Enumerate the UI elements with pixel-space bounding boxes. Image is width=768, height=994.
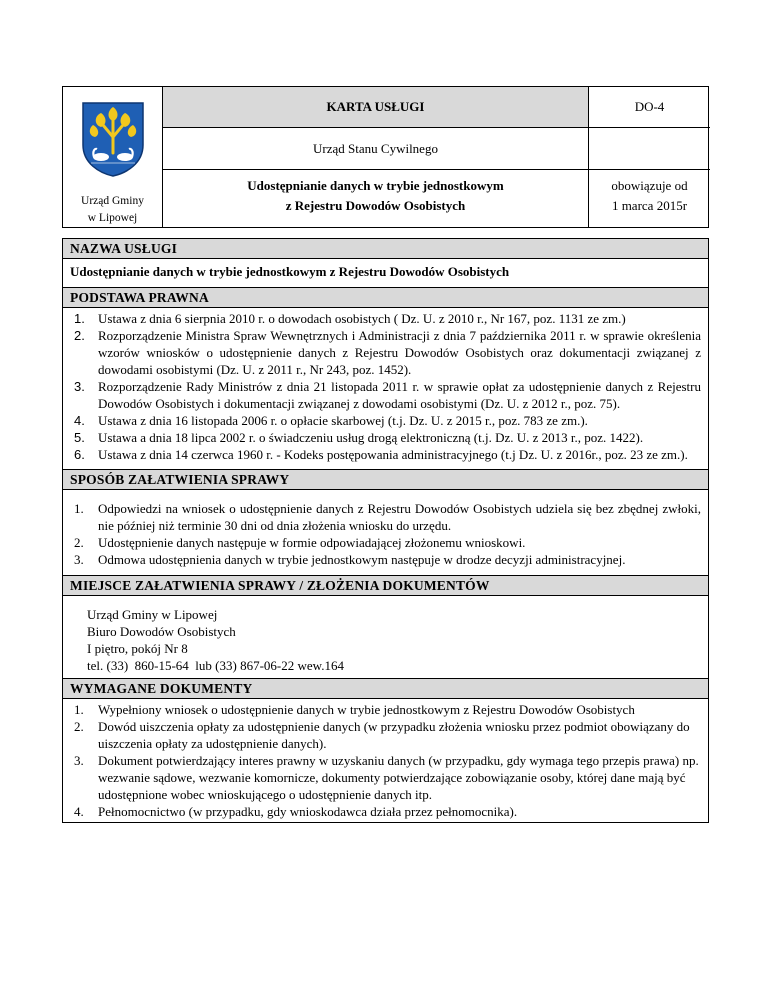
list-item: 3. Odmowa udostępnienia danych w trybie jednostkowym następuje w drodze decyzji administracyjnej. (74, 552, 626, 567)
list-item: 2. Rozporządzenie Ministra Spraw Wewnętrznych i Administracji z dnia 7 października 2011 r. w sprawie określenia wzorów wniosków o udostępnienie danych z Rejestru Dowodów Osobistych oraz dokumentacji związanej z dowodami osobistymi (Dz. U. z 2011 r., Nr 243, poz. 1452). (74, 328, 701, 377)
office-name (81, 193, 144, 227)
legal-basis-list (70, 310, 701, 463)
list-item: 4. Pełnomocnictwo (w przypadku, gdy wnioskodawca działa przez pełnomocnika). (74, 804, 518, 819)
address-line: Urząd Gminy w Lipowej (87, 607, 218, 622)
section-title: MIEJSCE ZAŁATWIENIA SPRAWY / ZŁOŻENIA DOKUMENTÓW (63, 576, 708, 596)
list-item: 4. Ustawa z dnia 16 listopada 2006 r. o opłacie skarbowej (t.j. Dz. U. z 2015 r., poz. 783 ze zm.). (74, 413, 588, 428)
list-item: 1. Odpowiedzi na wniosek o udostępnienie danych z Rejestru Dowodów Osobistych udziela się bez zbędnej zwłoki, nie później niż terminie 30 dni od dnia złożenia wniosku do urzędu. (74, 501, 701, 533)
list-item: 1. Ustawa z dnia 6 sierpnia 2010 r. o dowodach osobistych ( Dz. U. z 2010 r., Nr 167, poz. 1131 ze zm.) (74, 311, 626, 326)
header-middle (163, 87, 589, 227)
card-title: KARTA USŁUGI (163, 87, 588, 128)
handling-list (70, 500, 701, 568)
department-name: Urząd Stanu Cywilnego (163, 128, 588, 170)
phone-line: tel. (33) 860-15-64 lub (33) 867-06-22 wew.164 (87, 658, 344, 673)
header-right (589, 87, 710, 227)
section-wymagane (62, 679, 709, 823)
list-item: 3. Rozporządzenie Rady Ministrów z dnia 21 listopada 2011 r. w sprawie opłat za udostępnienie danych z Rejestru Dowodów Osobistych i dokumentacji związanej z dowodami osobistymi (Dz. U. z 2012 r., poz. 75). (74, 379, 701, 411)
list-item: 2. Dowód uiszczenia opłaty za udostępnienie danych (w przypadku złożenia wniosku przez podmiot obowiązany do uiszczenia opłaty za udostępnienie danych). (74, 719, 690, 751)
card-code: DO-4 (589, 87, 710, 128)
office-name-line2: w Lipowej (87, 212, 138, 224)
list-item: 3. Dokument potwierdzający interes prawny w uzyskaniu danych (w przypadku, gdy wymaga tego przepis prawa) np. wezwanie sądowe, wezwanie komornicze, dokumenty potwierdzające zobowiązanie osoby, której dane mają być udostępnione wobec wnioskującego o udostępnienie danych itp. (74, 753, 699, 802)
section-podstawa (62, 288, 709, 470)
section-title: NAZWA USŁUGI (63, 239, 708, 259)
coat-of-arms-icon (81, 101, 145, 177)
list-item: 5. Ustawa a dnia 18 lipca 2002 r. o świadczeniu usług drogą elektroniczną (t.j. Dz. U. z 2013 r., poz. 1422). (74, 430, 644, 445)
logo-cell (63, 87, 163, 227)
list-item: 2. Udostępnienie danych następuje w formie odpowiadającej złożonemu wnioskowi. (74, 535, 526, 550)
required-documents-list (70, 701, 701, 820)
valid-from (589, 170, 710, 222)
address-line: I piętro, pokój Nr 8 (87, 641, 188, 656)
section-title: PODSTAWA PRAWNA (63, 288, 708, 308)
address-block (63, 596, 708, 678)
address-line: Biuro Dowodów Osobistych (87, 624, 236, 639)
service-name (163, 170, 588, 222)
header-table (62, 86, 709, 228)
valid-from-line2: 1 marca 2015r (611, 198, 688, 213)
section-title: WYMAGANE DOKUMENTY (63, 679, 708, 699)
valid-from-line1: obowiązuje od (611, 178, 688, 193)
section-nazwa (62, 238, 709, 288)
section-sposob (62, 470, 709, 576)
service-name-line2: z Rejestru Dowodów Osobistych (285, 198, 466, 213)
office-name-line1: Urząd Gminy (81, 195, 144, 207)
list-item: 1. Wypełniony wniosek o udostępnienie danych w trybie jednostkowym z Rejestru Dowodów Osobistych (74, 702, 635, 717)
service-card (62, 86, 709, 823)
section-title: SPOSÓB ZAŁATWIENIA SPRAWY (63, 470, 708, 490)
service-name-line1: Udostępnianie danych w trybie jednostkowym (247, 178, 504, 193)
section-miejsce (62, 576, 709, 679)
service-name-text: Udostępnianie danych w trybie jednostkowym z Rejestru Dowodów Osobistych (70, 264, 510, 279)
empty-cell (589, 128, 710, 170)
list-item: 6. Ustawa z dnia 14 czerwca 1960 r. - Kodeks postępowania administracyjnego (t.j Dz. U. z 2016r., poz. 23 ze zm.). (74, 447, 688, 462)
